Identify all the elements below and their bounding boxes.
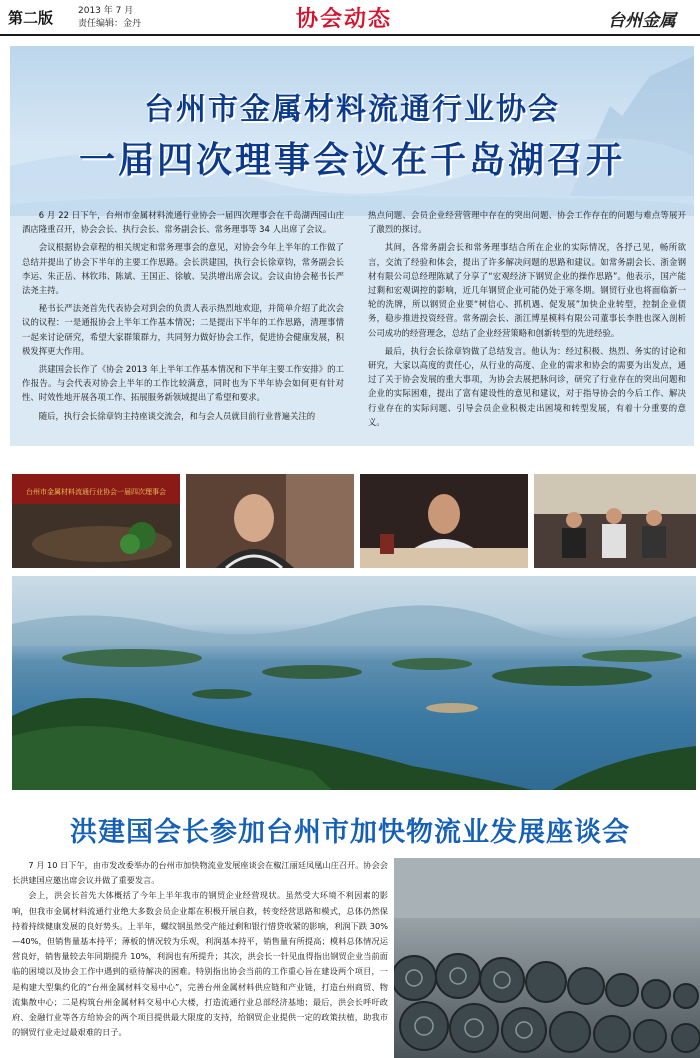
article2-paragraph: 7 月 10 日下午，由市发改委举办的台州市加快物流业发展座谈会在椒江丽廷凤凰山庄召开。协会会长洪建国应邀出席会议并做了重要发言。 [12,860,388,886]
article1-paragraph: 随后，执行会长徐章钧主持座谈交流会，和与会人员就目前行业普遍关注的 [38,410,316,421]
page-header [0,0,700,36]
chairman-graphic [360,474,528,568]
steel-coils-graphic [394,858,700,1058]
meeting-banner-text: 台州市金属材料流通行业协会一届四次理事会 [26,488,166,496]
article1-paragraph: 其间，各常务副会长和常务理事结合所在企业的实际情况，各抒己见，畅所欲言，交流了经验和体会，提出了许多解决问题的思路和建议。如常务副会长、浙金钢材有限公司总经理陈斌了分享了“宏观经济下钢贸企业的操作思路”。他表示，国产能过剩和宏观调控的影响，近几年钢贸企业可能仍处于寒冬期。钢贸行业也将面临新一轮的洗牌，所以钢贸企业要“树信心、抓机遇、促发展”加快企业转型，控制企业债务，稳步推进投资经营。常务副会长、浙江博星模料有限公司董事长李胜也深入剖析公司成功的经营理念，总结了企业经营策略和创新转型的先进经验。 [368,242,686,338]
article-title-line2: 一届四次理事会议在千岛湖召开 [78,139,625,181]
article-title-line1: 台州市金属材料流通行业协会 [144,92,560,127]
responsible-editor: 责任编辑：金丹 [78,19,142,29]
attendees-photo [534,474,696,568]
qiandao-lake-photo [12,576,696,790]
article1-paragraph: 热点问题、会员企业经营管理中存在的突出问题、协会工作存在的问题与难点等展开了激烈的探讨。 [368,210,686,235]
article2-title: 洪建国会长参加台州市加快物流业发展座谈会 [70,817,630,848]
section-title: 协会动态 [296,6,393,32]
article1-paragraph: 6 月 22 日下午，台州市金属材料流通行业协会一届四次理事会在千岛湖西园山庄酒店隆重召开，协会会长、执行会长、常务副会长、常务理事等 34 人出席了会议。 [22,210,344,235]
meeting-room-graphic [12,474,180,568]
speaker-graphic [186,474,354,568]
article1-column-right [368,208,686,433]
article1-paragraph: 洪建国会长作了《协会 2013 年上半年工作基本情况和下半年主要工作安排》的工作报告。与会代表对协会上半年的工作比较满意，同时也为下半年协会如何更有针对性、时效性地开展各项工作、拓展服务新领域提出了希望和要求。 [22,364,344,403]
meeting-room-photo [12,474,180,568]
newspaper-logo: 台州金属 [608,11,676,31]
edition-label: 第二版 [8,9,54,27]
lake-landscape-graphic [12,576,696,790]
article2-body [12,858,388,1040]
steel-coils-photo [394,858,700,1058]
publication-date: 2013 年 7 月 [78,6,134,16]
speaker-photo [186,474,354,568]
article1-paragraph: 最后，执行会长徐章钧做了总结发言。他认为：经过积极、热烈、务实的讨论和研究，大家以高度的责任心，从行业的高度、企业的需求和协会的需要为出发点，通过了关于协会发展的重大事项，为协会去展把脉问诊，研究了行业存在的突出问题和企业的实际困难，提出了富有建设性的意见和建议，对于指导协会的今后工作、解决行业存在的实际问题、引导会员企业积极走出困境和转型发展，有着十分重要的意义。 [368,345,686,427]
article1-paragraph: 秘书长严法尧首先代表协会对到会的负责人表示热烈地欢迎，并简单介绍了此次会议的议程：一是通报协会上半年工作基本情况；二是提出下半年的工作思路，清理事情一起来讨论研究，希望大家群策群力，共同努力做好协会工作，促进协会健康发展，积极发挥更大作用。 [22,303,344,356]
chairman-photo [360,474,528,568]
article1-paragraph: 会议根据协会章程的相关规定和常务理事会的意见，对协会今年上半年的工作做了总结并提出了协会下半年的主要工作思路。会长洪建国，执行会长徐章钧，常务副会长李运、朱正岳、林钦玮、陈斌、王国正、徐敏、吴洪增出席会议。会议由协会秘书长严法尧主持。 [22,242,344,296]
article2-paragraph: 会上，洪会长首先大体概括了今年上半年我市的钢贸企业经营现状。虽然受大环境不利因素的影响，但我市金属材料流通行业绝大多数会员企业都在积极开展自救，转变经营思路和模式，总体仍然保持着持续健康发展的良好势头。上半年，螺纹钢虽然受产能过剩和银行惜贷收紧的影响，利润下跌 30%—40%，但销售量基本持平；薄板的情况较为乐观，利润基本持平，销售量有所提高；模料总体情况运营良好，销售量较去年同期提升 10%，利润也有所提升；其次，洪会长一针见血得指出钢贸企业当前面临的困境以及协会工作中遇到的亟待解决的困难。特别指出协会当前的工作重心旨在建设两个项目，一是构建大型集约化的“台州金属材料交易中心”，完善台州金属材料供应链和产业链，打造台州商贸、物流集散中心；二是构筑台州金属材料交易中心大楼，打造流通行业总部经济基地；最后，洪会长呼吁政府、金融行业等各方给协会的两个项目提供最大限度的支持，给钢贸企业提供一定的政策扶植，助我市的钢贸行业走过最艰难的日子。 [12,890,388,1038]
attendees-graphic [534,474,696,568]
article1-column-left [22,208,344,427]
